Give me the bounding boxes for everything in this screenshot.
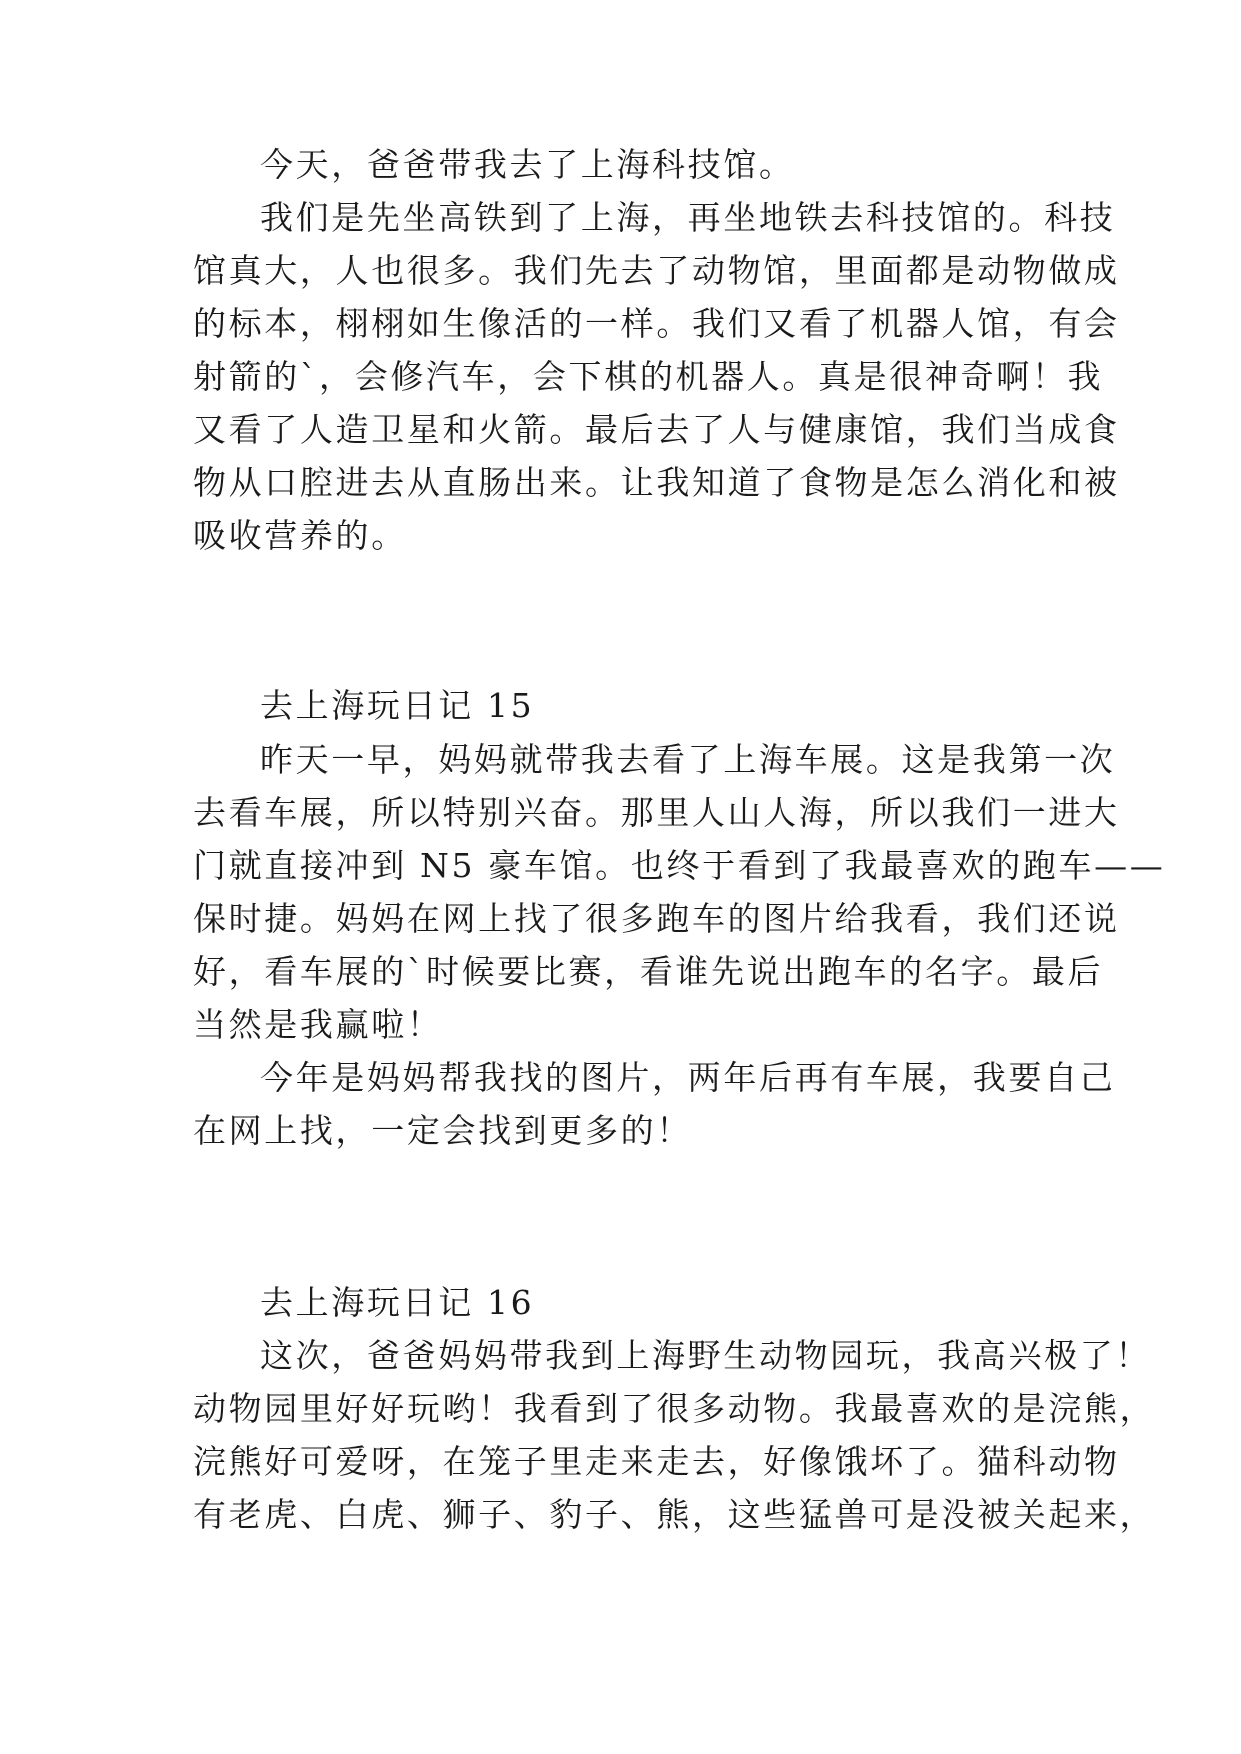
paragraph-line: 在网上找，一定会找到更多的！: [193, 1111, 692, 1150]
paragraph-line: 有老虎、白虎、狮子、豹子、熊，这些猛兽可是没被关起来，: [193, 1495, 1156, 1534]
paragraph-line: 动物园里好好玩哟！我看到了很多动物。我最喜欢的是浣熊，: [193, 1389, 1156, 1428]
paragraph-line: 今天，爸爸带我去了上海科技馆。: [260, 145, 795, 184]
section-title: 去上海玩日记 16: [260, 1283, 535, 1322]
paragraph-line: 门就直接冲到 N5 豪车馆。也终于看到了我最喜欢的跑车——: [193, 846, 1166, 885]
paragraph-line: 保时捷。妈妈在网上找了很多跑车的图片给我看，我们还说: [193, 899, 1120, 938]
paragraph-line: 昨天一早，妈妈就带我去看了上海车展。这是我第一次: [260, 740, 1116, 779]
paragraph-line: 馆真大，人也很多。我们先去了动物馆，里面都是动物做成: [193, 251, 1120, 290]
paragraph-line: 当然是我赢啦！: [193, 1005, 443, 1044]
paragraph-line: 吸收营养的。: [193, 516, 407, 555]
paragraph-line: 去看车展，所以特别兴奋。那里人山人海，所以我们一进大: [193, 793, 1120, 832]
paragraph-line: 今年是妈妈帮我找的图片，两年后再有车展，我要自己: [260, 1058, 1116, 1097]
section-title: 去上海玩日记 15: [260, 686, 535, 725]
paragraph-line: 好，看车展的`时候要比赛，看谁先说出跑车的名字。最后: [193, 952, 1104, 991]
paragraph-line: 又看了人造卫星和火箭。最后去了人与健康馆，我们当成食: [193, 410, 1120, 449]
paragraph-line: 射箭的`，会修汽车，会下棋的机器人。真是很神奇啊！我: [193, 357, 1104, 396]
paragraph-line: 浣熊好可爱呀，在笼子里走来走去，好像饿坏了。猫科动物: [193, 1442, 1120, 1481]
paragraph-line: 物从口腔进去从直肠出来。让我知道了食物是怎么消化和被: [193, 463, 1120, 502]
paragraph-line: 这次，爸爸妈妈带我到上海野生动物园玩，我高兴极了！: [260, 1336, 1151, 1375]
paragraph-line: 我们是先坐高铁到了上海，再坐地铁去科技馆的。科技: [260, 198, 1116, 237]
paragraph-line: 的标本，栩栩如生像活的一样。我们又看了机器人馆，有会: [193, 304, 1120, 343]
